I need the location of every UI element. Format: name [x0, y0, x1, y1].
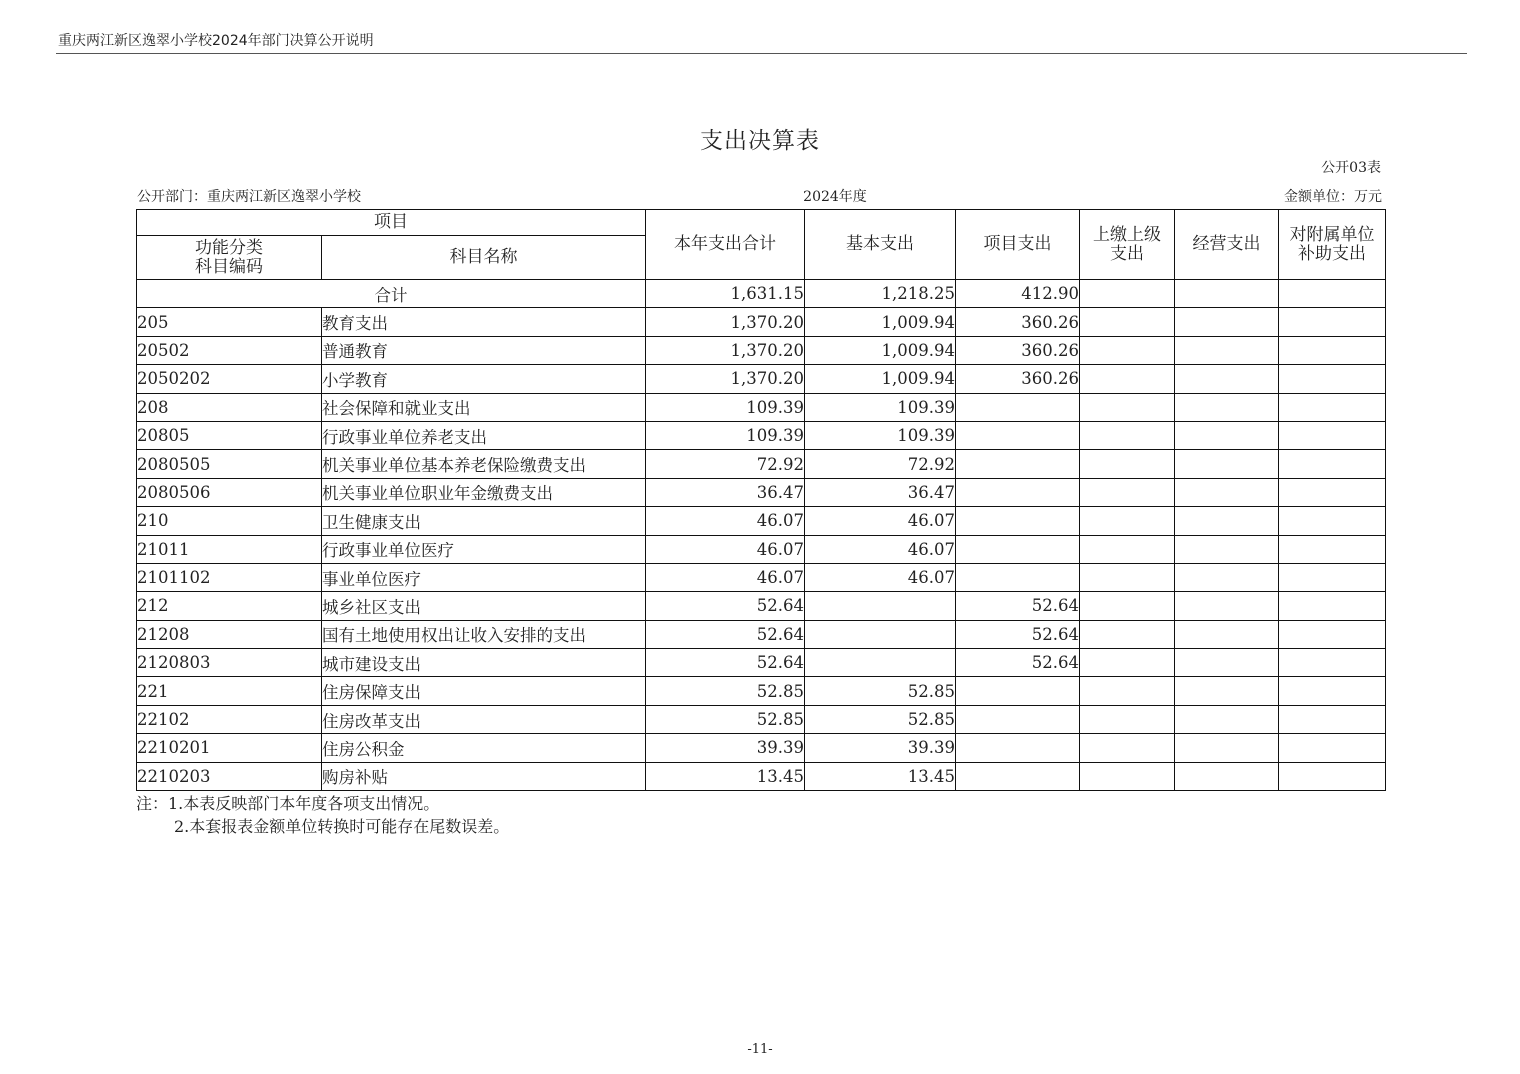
basic-cell: 109.39: [805, 393, 956, 421]
upper-cell: [1080, 592, 1175, 620]
project-cell: [956, 450, 1080, 478]
subsidy-cell: [1279, 734, 1386, 762]
business-cell: [1175, 592, 1279, 620]
header-code: 功能分类 科目编码: [137, 236, 322, 280]
business-cell: [1175, 365, 1279, 393]
business-cell: [1175, 535, 1279, 563]
basic-cell: 46.07: [805, 507, 956, 535]
unit-label: 金额单位：万元: [1284, 189, 1382, 205]
basic-cell: 72.92: [805, 450, 956, 478]
code-cell: 2120803: [137, 649, 322, 677]
project-cell: [956, 393, 1080, 421]
project-cell: [956, 762, 1080, 790]
table-row: [137, 677, 1386, 705]
project-cell: 360.26: [956, 308, 1080, 336]
expenditure-table: [136, 209, 1386, 791]
table-row: [137, 535, 1386, 563]
basic-cell: 39.39: [805, 734, 956, 762]
business-cell: [1175, 649, 1279, 677]
business-cell: [1175, 450, 1279, 478]
code-cell: 22102: [137, 705, 322, 733]
header-project: 项目支出: [956, 210, 1080, 280]
name-cell: 机关事业单位职业年金缴费支出: [322, 478, 646, 506]
subsidy-cell: [1279, 507, 1386, 535]
page-number: -11-: [747, 1042, 773, 1057]
total-label: 合计: [137, 280, 646, 308]
basic-cell: 1,009.94: [805, 308, 956, 336]
header-basic: 基本支出: [805, 210, 956, 280]
name-cell: 住房改革支出: [322, 705, 646, 733]
upper-cell: [1080, 563, 1175, 591]
table-row: [137, 507, 1386, 535]
total-cell: 46.07: [646, 507, 805, 535]
code-cell: 221: [137, 677, 322, 705]
upper-cell: [1080, 705, 1175, 733]
basic-cell: 1,009.94: [805, 336, 956, 364]
project-cell: 52.64: [956, 649, 1080, 677]
department-label: 公开部门：重庆两江新区逸翠小学校: [137, 189, 361, 205]
basic-cell: [805, 649, 956, 677]
table-row: [137, 336, 1386, 364]
subsidy-cell: [1279, 592, 1386, 620]
project-cell: [956, 563, 1080, 591]
code-cell: 205: [137, 308, 322, 336]
table-row: [137, 762, 1386, 790]
business-cell: [1175, 478, 1279, 506]
subsidy-cell: [1279, 336, 1386, 364]
subsidy-cell: [1279, 393, 1386, 421]
project-cell: [956, 677, 1080, 705]
header-divider: [56, 53, 1467, 54]
total-row: [137, 280, 1386, 308]
project-cell: [956, 478, 1080, 506]
business-cell: [1175, 507, 1279, 535]
name-cell: 城乡社区支出: [322, 592, 646, 620]
total-cell: 52.85: [646, 705, 805, 733]
total-cell: 1,370.20: [646, 365, 805, 393]
subsidy-cell: [1279, 450, 1386, 478]
upper-cell: [1080, 421, 1175, 449]
total-cell: 109.39: [646, 393, 805, 421]
note-2: 2.本套报表金额单位转换时可能存在尾数误差。: [174, 817, 510, 836]
header-subsidy: 对附属单位 补助支出: [1279, 210, 1386, 280]
code-cell: 210: [137, 507, 322, 535]
total-cell: 1,370.20: [646, 308, 805, 336]
header-business: 经营支出: [1175, 210, 1279, 280]
table-row: [137, 478, 1386, 506]
name-cell: 住房保障支出: [322, 677, 646, 705]
project-cell: 52.64: [956, 592, 1080, 620]
subsidy-cell: [1279, 677, 1386, 705]
name-cell: 事业单位医疗: [322, 563, 646, 591]
project-cell: 360.26: [956, 365, 1080, 393]
report-title: 支出决算表: [700, 128, 820, 154]
total-cell: 72.92: [646, 450, 805, 478]
name-cell: 行政事业单位养老支出: [322, 421, 646, 449]
code-cell: 208: [137, 393, 322, 421]
total-cell: 46.07: [646, 563, 805, 591]
basic-cell: 13.45: [805, 762, 956, 790]
basic-cell: 1,218.25: [805, 280, 956, 308]
name-cell: 卫生健康支出: [322, 507, 646, 535]
code-cell: 20805: [137, 421, 322, 449]
total-cell: 52.85: [646, 677, 805, 705]
name-cell: 住房公积金: [322, 734, 646, 762]
business-cell: [1175, 563, 1279, 591]
form-number: 公开03表: [1321, 160, 1381, 176]
project-cell: 52.64: [956, 620, 1080, 648]
code-cell: 212: [137, 592, 322, 620]
table-row: [137, 649, 1386, 677]
header-total: 本年支出合计: [646, 210, 805, 280]
name-cell: 社会保障和就业支出: [322, 393, 646, 421]
upper-cell: [1080, 507, 1175, 535]
name-cell: 国有土地使用权出让收入安排的支出: [322, 620, 646, 648]
subsidy-cell: [1279, 365, 1386, 393]
code-cell: 21011: [137, 535, 322, 563]
running-header: 重庆两江新区逸翠小学校2024年部门决算公开说明: [58, 33, 374, 49]
table-body: [137, 280, 1386, 791]
table-row: [137, 421, 1386, 449]
upper-cell: [1080, 535, 1175, 563]
year-label: 2024年度: [803, 189, 867, 205]
table-row: [137, 705, 1386, 733]
code-cell: 2050202: [137, 365, 322, 393]
upper-cell: [1080, 308, 1175, 336]
project-cell: [956, 421, 1080, 449]
name-cell: 行政事业单位医疗: [322, 535, 646, 563]
business-cell: [1175, 620, 1279, 648]
basic-cell: [805, 620, 956, 648]
business-cell: [1175, 762, 1279, 790]
basic-cell: 52.85: [805, 705, 956, 733]
table-row: [137, 563, 1386, 591]
subsidy-cell: [1279, 308, 1386, 336]
table-row: [137, 734, 1386, 762]
upper-cell: [1080, 393, 1175, 421]
business-cell: [1175, 393, 1279, 421]
project-cell: [956, 535, 1080, 563]
code-cell: 2080506: [137, 478, 322, 506]
name-cell: 普通教育: [322, 336, 646, 364]
header-name: 科目名称: [322, 236, 646, 280]
project-cell: [956, 734, 1080, 762]
project-cell: 360.26: [956, 336, 1080, 364]
upper-cell: [1080, 677, 1175, 705]
upper-cell: [1080, 450, 1175, 478]
name-cell: 教育支出: [322, 308, 646, 336]
upper-cell: [1080, 620, 1175, 648]
subsidy-cell: [1279, 478, 1386, 506]
code-cell: 2080505: [137, 450, 322, 478]
total-cell: 109.39: [646, 421, 805, 449]
project-cell: [956, 705, 1080, 733]
total-cell: 13.45: [646, 762, 805, 790]
total-cell: 52.64: [646, 592, 805, 620]
basic-cell: 109.39: [805, 421, 956, 449]
code-cell: 20502: [137, 336, 322, 364]
total-cell: 52.64: [646, 620, 805, 648]
subsidy-cell: [1279, 280, 1386, 308]
basic-cell: 1,009.94: [805, 365, 956, 393]
header-upper: 上缴上级 支出: [1080, 210, 1175, 280]
business-cell: [1175, 677, 1279, 705]
total-cell: 39.39: [646, 734, 805, 762]
business-cell: [1175, 336, 1279, 364]
code-cell: 2101102: [137, 563, 322, 591]
note-1: 注：1.本表反映部门本年度各项支出情况。: [136, 794, 440, 813]
project-cell: [956, 507, 1080, 535]
table-row: [137, 308, 1386, 336]
upper-cell: [1080, 762, 1175, 790]
subsidy-cell: [1279, 649, 1386, 677]
total-cell: 52.64: [646, 649, 805, 677]
table-row: [137, 393, 1386, 421]
table-row: [137, 450, 1386, 478]
basic-cell: 46.07: [805, 563, 956, 591]
code-cell: 2210201: [137, 734, 322, 762]
subsidy-cell: [1279, 563, 1386, 591]
upper-cell: [1080, 280, 1175, 308]
table-row: [137, 365, 1386, 393]
code-cell: 21208: [137, 620, 322, 648]
subsidy-cell: [1279, 762, 1386, 790]
upper-cell: [1080, 365, 1175, 393]
table-row: [137, 592, 1386, 620]
basic-cell: 46.07: [805, 535, 956, 563]
name-cell: 购房补贴: [322, 762, 646, 790]
header-item: 项目: [137, 210, 646, 236]
name-cell: 小学教育: [322, 365, 646, 393]
business-cell: [1175, 421, 1279, 449]
subsidy-cell: [1279, 620, 1386, 648]
subsidy-cell: [1279, 535, 1386, 563]
subsidy-cell: [1279, 421, 1386, 449]
code-cell: 2210203: [137, 762, 322, 790]
name-cell: 城市建设支出: [322, 649, 646, 677]
total-cell: 36.47: [646, 478, 805, 506]
total-cell: 1,631.15: [646, 280, 805, 308]
upper-cell: [1080, 649, 1175, 677]
table-row: [137, 620, 1386, 648]
notes: [136, 792, 509, 838]
business-cell: [1175, 308, 1279, 336]
upper-cell: [1080, 478, 1175, 506]
basic-cell: 52.85: [805, 677, 956, 705]
business-cell: [1175, 280, 1279, 308]
project-cell: 412.90: [956, 280, 1080, 308]
total-cell: 1,370.20: [646, 336, 805, 364]
business-cell: [1175, 734, 1279, 762]
business-cell: [1175, 705, 1279, 733]
upper-cell: [1080, 336, 1175, 364]
total-cell: 46.07: [646, 535, 805, 563]
name-cell: 机关事业单位基本养老保险缴费支出: [322, 450, 646, 478]
basic-cell: [805, 592, 956, 620]
basic-cell: 36.47: [805, 478, 956, 506]
subsidy-cell: [1279, 705, 1386, 733]
upper-cell: [1080, 734, 1175, 762]
